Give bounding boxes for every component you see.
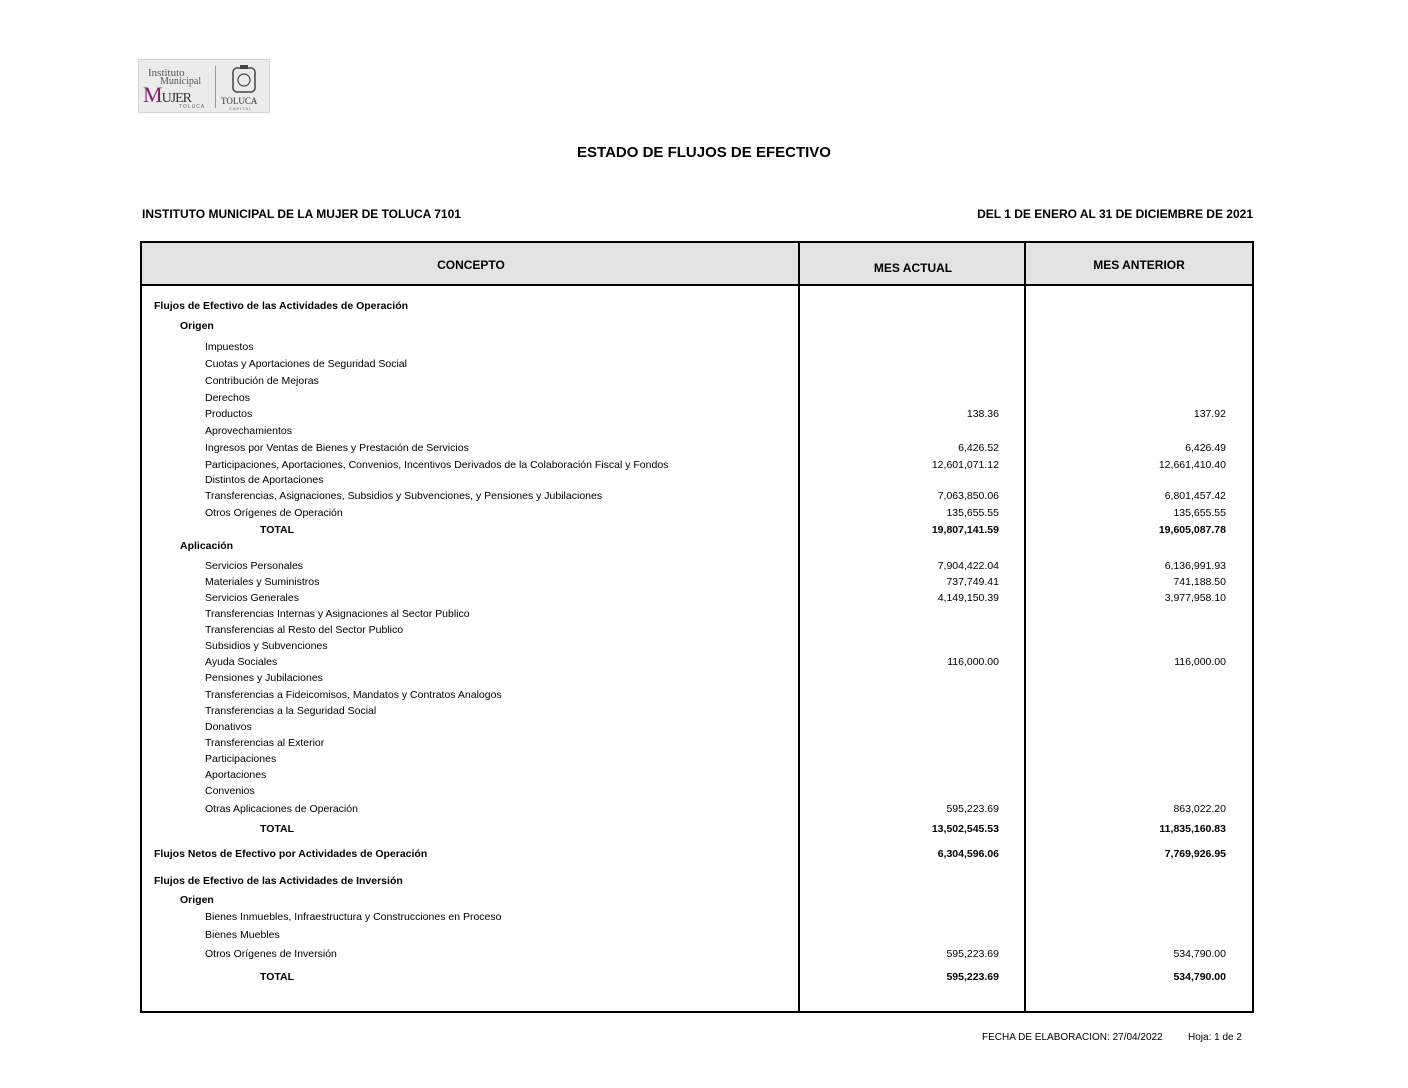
row-label: Ingresos por Ventas de Bienes y Prestación de Servicios (205, 442, 469, 454)
logo-text-capital: CAPITAL (229, 106, 253, 111)
entity-name: INSTITUTO MUNICIPAL DE LA MUJER DE TOLUCA 7101 (142, 207, 461, 221)
value-mes-anterior: 6,136,991.93 (1164, 560, 1226, 572)
table-header (142, 243, 1252, 286)
value-mes-anterior: 137.92 (1193, 408, 1226, 420)
column-header-concepto: CONCEPTO (437, 258, 505, 272)
value-mes-actual: 135,655.55 (946, 507, 999, 519)
row-label: Ayuda Sociales (205, 656, 278, 668)
row-label: Flujos de Efectivo de las Actividades de Operación (154, 300, 409, 312)
row-label: Convenios (205, 785, 255, 797)
value-mes-actual: 6,426.52 (958, 442, 999, 454)
row-label: Aplicación (180, 540, 234, 552)
row-label: Flujos de Efectivo de las Actividades de Inversión (154, 875, 403, 887)
value-mes-anterior: 6,801,457.42 (1164, 490, 1226, 502)
document-title: ESTADO DE FLUJOS DE EFECTIVO (577, 144, 831, 161)
cash-flow-table (140, 241, 1254, 1013)
value-mes-actual: 737,749.41 (946, 576, 999, 588)
value-mes-anterior: 12,661,410.40 (1158, 459, 1226, 471)
logo-text-municipal: Municipal (160, 76, 202, 87)
row-label: Aportaciones (205, 769, 267, 781)
value-mes-anterior: 7,769,926.95 (1164, 848, 1226, 860)
value-mes-actual: 595,223.69 (946, 971, 999, 983)
value-mes-anterior: 534,790.00 (1173, 948, 1226, 960)
value-mes-anterior: 534,790.00 (1173, 971, 1226, 983)
logo-separator (215, 66, 216, 108)
report-period: DEL 1 DE ENERO AL 31 DE DICIEMBRE DE 2021 (977, 207, 1253, 221)
row-label: Transferencias a la Seguridad Social (205, 705, 377, 717)
row-label: Transferencias al Exterior (205, 737, 325, 749)
row-label: Subsidios y Subvenciones (205, 640, 328, 652)
logo-text-toluca: TOLUCA (221, 96, 258, 106)
column-header-mes-actual: MES ACTUAL (873, 261, 953, 275)
logo-text-toluca-small: TOLUCA (179, 104, 206, 110)
row-label: Origen (180, 894, 214, 906)
value-mes-anterior: 741,188.50 (1173, 576, 1226, 588)
value-mes-anterior: 19,605,087.78 (1158, 524, 1226, 536)
value-mes-actual: 13,502,545.53 (931, 823, 999, 835)
row-label: Bienes Muebles (205, 929, 280, 941)
logo-text-instituto: Instituto (148, 67, 185, 79)
row-label: Aprovechamientos (205, 425, 292, 437)
row-label: TOTAL (260, 823, 295, 835)
value-mes-anterior: 3,977,958.10 (1164, 592, 1226, 604)
row-label: Otras Aplicaciones de Operación (205, 803, 358, 815)
row-label: Servicios Generales (205, 592, 299, 604)
row-label: TOTAL (260, 971, 295, 983)
column-header-mes-anterior: MES ANTERIOR (1093, 258, 1185, 272)
row-label: Transferencias a Fideicomisos, Mandatos y Contratos Analogos (205, 689, 502, 701)
page-number: Hoja: 1 de 2 (1188, 1032, 1242, 1043)
value-mes-anterior: 863,022.20 (1173, 803, 1226, 815)
row-label: Pensiones y Jubilaciones (205, 672, 323, 684)
row-label: Bienes Inmuebles, Infraestructura y Construcciones en Proceso (205, 911, 502, 923)
column-divider (1024, 243, 1026, 1011)
value-mes-anterior: 11,835,160.83 (1159, 823, 1226, 835)
value-mes-actual: 7,904,422.04 (937, 560, 999, 572)
row-label: Impuestos (205, 341, 254, 353)
row-label: Participaciones, Aportaciones, Convenios, Incentivos Derivados de la Colaboración Fiscal y Fondos (205, 459, 669, 471)
row-label: Transferencias al Resto del Sector Publico (205, 624, 404, 636)
value-mes-anterior: 6,426.49 (1185, 442, 1226, 454)
row-label: Derechos (205, 392, 250, 404)
column-divider (798, 243, 800, 1011)
row-label: Servicios Personales (205, 560, 304, 572)
row-label: Flujos Netos de Efectivo por Actividades de Operación (154, 848, 428, 860)
value-mes-actual: 19,807,141.59 (931, 524, 999, 536)
row-label: Participaciones (205, 753, 277, 765)
row-label: Transferencias Internas y Asignaciones al Sector Publico (205, 608, 470, 620)
row-label: Origen (180, 320, 214, 332)
value-mes-anterior: 135,655.55 (1173, 507, 1226, 519)
value-mes-actual: 138.36 (966, 408, 999, 420)
row-label: Otros Orígenes de Operación (205, 507, 343, 519)
toluca-seal-icon (227, 64, 261, 96)
institution-logo (138, 59, 270, 113)
value-mes-actual: 4,149,150.39 (937, 592, 999, 604)
value-mes-actual: 6,304,596.06 (937, 848, 999, 860)
row-label: Donativos (205, 721, 252, 733)
value-mes-actual: 116,000.00 (947, 656, 999, 668)
value-mes-anterior: 116,000.00 (1174, 656, 1226, 668)
row-label: Transferencias, Asignaciones, Subsidios y Subvenciones, y Pensiones y Jubilaciones (205, 490, 603, 502)
row-label: Distintos de Aportaciones (205, 474, 324, 486)
value-mes-actual: 595,223.69 (946, 948, 999, 960)
value-mes-actual: 595,223.69 (946, 803, 999, 815)
row-label: Materiales y Suministros (205, 576, 320, 588)
row-label: TOTAL (260, 524, 295, 536)
row-label: Cuotas y Aportaciones de Seguridad Social (205, 358, 407, 370)
row-label: Productos (205, 408, 253, 420)
row-label: Contribución de Mejoras (205, 375, 319, 387)
fecha-elaboracion: FECHA DE ELABORACION: 27/04/2022 (982, 1032, 1163, 1043)
logo-text-mujer: MUJER (143, 82, 192, 107)
row-label: Otros Orígenes de Inversión (205, 948, 337, 960)
value-mes-actual: 7,063,850.06 (937, 490, 999, 502)
value-mes-actual: 12,601,071.12 (931, 459, 999, 471)
